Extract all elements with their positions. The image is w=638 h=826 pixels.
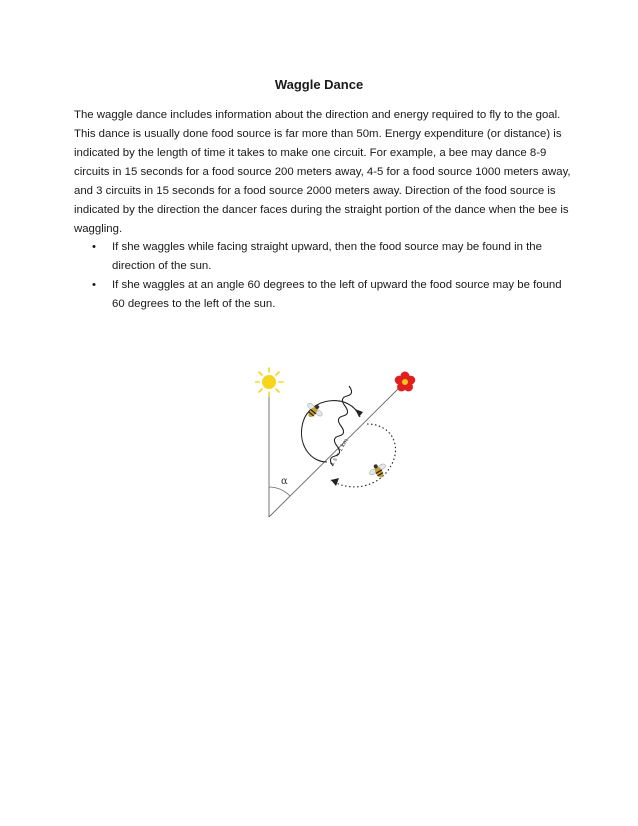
bullet-icon: • [92, 241, 96, 253]
angle-arc [269, 487, 290, 496]
bullet-text: If she waggles at an angle 60 degrees to the left of upward the food source may be found 60 degrees to the left of the sun. [112, 279, 562, 310]
bullet-text: If she waggles while facing straight upward, then the food source may be found in the direction of the sun. [112, 241, 542, 272]
list-item [92, 238, 562, 276]
bullet-icon: • [92, 279, 96, 291]
list-item [92, 276, 562, 314]
sun-icon [255, 368, 283, 396]
page-title: Waggle Dance [274, 77, 364, 92]
waggle-label: 1 s ≈ 1 km [329, 438, 350, 467]
return-loop-left [302, 401, 360, 462]
intro-paragraph: The waggle dance includes information about the direction and energy required to fly to the goal. This dance is usually done food source is far more than 50m. Energy expenditure (or distance) is indicated by the length of time it takes to make one circuit. For example, a bee may dance 8-9 circuits in 15 seconds for a food source 200 meters away, 4-5 for a food source 1000 meters away, and 3 circuits in 15 seconds for a food source 2000 meters away. Direction of the food source is indicated by the direction the dancer faces during the straight portion of the dance when the bee is waggling. [74, 109, 571, 235]
arrow-head-right [331, 478, 339, 486]
angle-label: α [281, 476, 288, 487]
waggle-dance-diagram [255, 362, 425, 522]
arrow-head-left [355, 409, 363, 417]
flower-icon [395, 372, 415, 392]
bullet-list [92, 238, 562, 314]
bee-icon [367, 460, 390, 482]
direction-line [269, 384, 403, 517]
